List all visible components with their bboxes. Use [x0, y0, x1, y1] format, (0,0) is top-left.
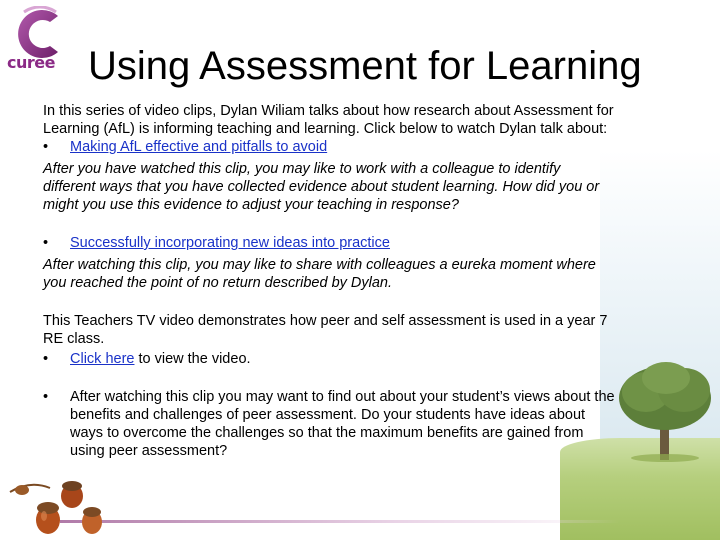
click-here-suffix: to view the video. [134, 351, 251, 367]
tree-image [612, 358, 720, 468]
list-item [43, 350, 615, 368]
page-title: Using Assessment for Learning [88, 44, 642, 88]
incorporating-ideas-link[interactable]: Successfully incorporating new ideas into practice [70, 235, 390, 251]
click-here-link[interactable]: Click here [70, 351, 135, 367]
bullet-marker: • [43, 351, 49, 367]
making-afl-link[interactable]: Making AfL effective and pitfalls to avoid [70, 139, 328, 155]
list-item [43, 388, 615, 460]
intro-text: In this series of video clips, Dylan Wiliam talks about how research about Assessment for Learning (AfL) is informing teaching and learning. Click below to watch Dylan talk about: [43, 103, 614, 137]
section4-text: After watching this clip you may want to find out about your student’s views about the benefits and challenges of peer assessment. Do your students have ideas about ways to overcome the challenges so that the maximum benefits are gained from using peer assessment? [70, 389, 615, 459]
list-item [43, 234, 615, 252]
bullet-marker: • [43, 139, 49, 155]
section1-note: After you have watched this clip, you may like to work with a colleague to identify different ways that you have collected evidence about student learning. How did you or might you use this evidence to adjust your teaching in response? [43, 161, 600, 213]
section3-intro: This Teachers TV video demonstrates how peer and self assessment is used in a year 7 RE class. [43, 313, 608, 347]
bullet-marker: • [43, 389, 49, 405]
section2-note: After watching this clip, you may like to share with colleagues a eureka moment where you reached the point of no return described by Dylan. [43, 257, 596, 291]
footer-divider [60, 520, 620, 523]
bullet-marker: • [43, 235, 49, 251]
list-item [43, 138, 615, 156]
acorns-image [0, 470, 110, 540]
slide-body [43, 102, 615, 460]
logo-wordmark: curee [7, 53, 55, 72]
